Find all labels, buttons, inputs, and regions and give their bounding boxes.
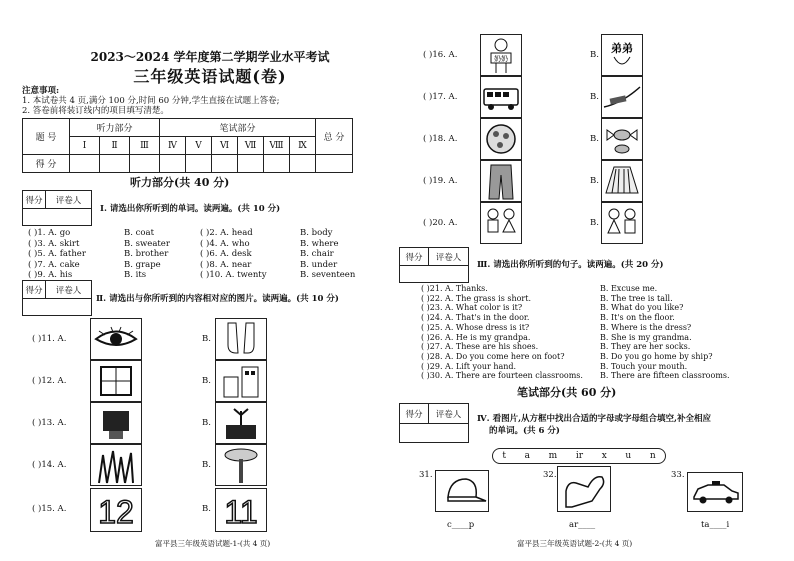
part1-item: ( )2. A. head: [200, 228, 253, 238]
part1-item: B. body: [300, 228, 333, 238]
grade-box-score: 得分: [400, 248, 429, 266]
score-cell[interactable]: [100, 155, 130, 173]
number-12-text: 12: [98, 494, 134, 530]
skirt-picture[interactable]: [601, 160, 643, 202]
question-13: ( )13. A.: [32, 418, 67, 428]
score-cell[interactable]: [316, 155, 353, 173]
eye-picture[interactable]: [90, 318, 142, 360]
note-1: 1. 本试卷共 4 页,满分 100 分,时间 60 分钟,学生直接在试题上答卷;: [22, 96, 280, 106]
fill-number-31: 31.: [419, 470, 433, 480]
fill-word-32[interactable]: ar____: [569, 520, 596, 530]
option-b-label: B.: [202, 504, 211, 514]
part1-item: B. brother: [124, 249, 169, 259]
numeral: Ⅳ: [160, 137, 186, 155]
numeral: Ⅵ: [212, 137, 238, 155]
grandma-text: 奶奶: [494, 55, 508, 63]
grass-picture[interactable]: [90, 444, 142, 486]
part3-item: ( )23. A. What color is it?: [421, 303, 523, 313]
grade-box: [22, 280, 92, 316]
grade-box-grader: 评卷人: [46, 191, 91, 209]
part1-item: ( )3. A. skirt: [28, 238, 80, 249]
fill-word-33[interactable]: ta____i: [701, 520, 730, 530]
numeral: Ⅶ: [238, 137, 264, 155]
part1-item: ( )1. A. go: [28, 228, 71, 238]
part4-instruction-1: Ⅳ. 看图片,从方框中找出合适的字母或字母组合填空,补全相应: [477, 414, 711, 424]
taxi-picture[interactable]: [687, 472, 743, 512]
option-b-label: B.: [202, 460, 211, 470]
letter-option: x: [601, 451, 607, 461]
notes-heading: 注意事项:: [22, 86, 60, 96]
option-b-label: B.: [590, 50, 599, 60]
score-cell[interactable]: [212, 155, 238, 173]
grade-box: [22, 190, 92, 226]
grade-box-score: 得分: [400, 404, 429, 424]
score-cell[interactable]: [130, 155, 160, 173]
score-cell[interactable]: [186, 155, 212, 173]
building-picture[interactable]: [215, 360, 267, 402]
letter-option: u: [625, 451, 632, 461]
part4-instruction-2: 的单词。(共 6 分): [489, 426, 560, 436]
grade-box: [399, 247, 469, 283]
option-b-label: B.: [590, 176, 599, 186]
part3-item: ( )22. A. The grass is short.: [421, 293, 532, 303]
score-cell[interactable]: [160, 155, 186, 173]
brother-text: 弟弟: [611, 42, 633, 55]
listening-header: 听力部分(共 40 分): [130, 176, 230, 189]
question-18: ( )18. A.: [423, 134, 458, 144]
question-12: ( )12. A.: [32, 376, 67, 386]
exam-title: 2023～2024 学年度第二学期学业水平考试: [90, 50, 330, 64]
part1-item: ( )4. A. who: [200, 238, 250, 249]
part3-item: ( )27. A. These are his shoes.: [421, 342, 539, 352]
part3-item: B. The tree is tall.: [600, 293, 673, 303]
part3-item: ( )28. A. Do you come here on foot?: [421, 351, 565, 361]
part3-item: ( )30. A. There are fourteen classrooms.: [421, 371, 583, 381]
feet-picture[interactable]: [215, 318, 267, 360]
family-picture[interactable]: [601, 202, 643, 244]
option-b-label: B.: [202, 418, 211, 428]
pizza-picture[interactable]: [480, 118, 522, 160]
grade-box-score: 得分: [23, 191, 46, 209]
note-2: 2. 答卷前将装订线内的项目填写清楚。: [22, 106, 169, 116]
part3-item: ( )29. A. Lift your hand.: [421, 361, 517, 371]
option-b-label: B.: [202, 334, 211, 344]
letter-option: a: [524, 451, 530, 461]
numeral: Ⅴ: [186, 137, 212, 155]
part3-item: ( )25. A. Whose dress is it?: [421, 322, 530, 332]
score-table-label: 题 号: [23, 119, 70, 155]
part1-item: B. its: [124, 270, 147, 280]
arm-picture[interactable]: [557, 466, 611, 512]
train-picture[interactable]: [601, 76, 643, 118]
fill-number-32: 32.: [543, 470, 557, 480]
question-14: ( )14. A.: [32, 460, 67, 470]
part1-item: B. where: [300, 238, 339, 249]
part3-item: B. Excuse me.: [600, 284, 658, 293]
letter-option: n: [649, 451, 656, 461]
score-cell[interactable]: [290, 155, 316, 173]
written-header: 笔试部分(共 60 分): [517, 386, 617, 399]
numeral: Ⅰ: [70, 137, 100, 155]
part3-item: B. It's on the floor.: [600, 313, 675, 323]
footer-right: 富平县三年级英语试题-2-(共 4 页): [517, 539, 633, 548]
part3-item: ( )26. A. He is my grandpa.: [421, 332, 531, 342]
question-17: ( )17. A.: [423, 92, 458, 102]
part1-item: ( )10. A. twenty: [200, 270, 267, 280]
brother-picture[interactable]: [601, 34, 643, 76]
part1-item: B. under: [300, 259, 338, 270]
grade-box-score: 得分: [23, 281, 46, 299]
grandma-picture[interactable]: [480, 34, 522, 76]
letter-option: t: [502, 451, 506, 461]
tree-picture[interactable]: [215, 444, 267, 486]
part3-item: ( )24. A. That's in the door.: [421, 313, 530, 323]
score-table-written: 笔试部分: [160, 119, 316, 137]
footer-left: 富平县三年级英语试题-1-(共 4 页): [155, 539, 271, 548]
score-table-total: 总 分: [316, 119, 353, 155]
grade-box-grader: 评卷人: [429, 248, 468, 266]
part3-item: B. There are fifteen classrooms.: [600, 371, 730, 381]
part2-instruction: Ⅱ. 请选出与你所听到的内容相对应的图片。读两遍。(共 10 分): [96, 294, 339, 304]
score-cell[interactable]: [238, 155, 264, 173]
numeral: Ⅷ: [264, 137, 290, 155]
part3-instruction: Ⅲ. 请选出你所听到的句子。读两遍。(共 20 分): [477, 260, 664, 270]
part1-item: B. coat: [124, 228, 155, 238]
part1-instruction: Ⅰ. 请选出你所听到的单词。读两遍。(共 10 分): [100, 204, 281, 214]
number-12-picture[interactable]: [90, 488, 142, 532]
option-b-label: B.: [590, 134, 599, 144]
window-picture[interactable]: [90, 360, 142, 402]
option-b-label: B.: [590, 92, 599, 102]
tree-on-box-picture[interactable]: [215, 402, 267, 444]
numeral: Ⅸ: [290, 137, 316, 155]
letter-box: [492, 448, 666, 464]
score-table-listening: 听力部分: [70, 119, 160, 137]
grade-box-grader: 评卷人: [429, 404, 468, 424]
part1-item: ( )7. A. cake: [28, 259, 80, 270]
part1-item: B. grape: [124, 259, 161, 270]
part1-item: ( )9. A. his: [28, 270, 73, 280]
numeral: Ⅲ: [130, 137, 160, 155]
score-cell[interactable]: [70, 155, 100, 173]
page-2: [397, 0, 794, 561]
question-20: ( )20. A.: [423, 218, 458, 228]
question-11: ( )11. A.: [32, 334, 67, 344]
part3-item: B. They are her socks.: [600, 342, 691, 352]
part3-item: B. She is my grandma.: [600, 332, 692, 342]
pants-picture[interactable]: [480, 160, 522, 202]
part1-item: ( )8. A. near: [200, 259, 252, 270]
part1-item: B. sweater: [124, 238, 170, 249]
score-table: [22, 118, 353, 173]
part1-item: ( )5. A. father: [28, 249, 86, 259]
part1-item: ( )6. A. desk: [200, 249, 252, 259]
numeral: Ⅱ: [100, 137, 130, 155]
letter-option: ir: [575, 451, 584, 461]
grade-box: [399, 403, 469, 443]
part3-item: B. What do you like?: [600, 303, 684, 313]
fill-number-33: 33.: [671, 470, 685, 480]
question-19: ( )19. A.: [423, 176, 458, 186]
score-row-label: 得 分: [23, 155, 70, 173]
box-picture[interactable]: [90, 402, 142, 444]
grade-box-grader: 评卷人: [46, 281, 91, 299]
number-11-picture[interactable]: [215, 488, 267, 532]
part1-item: B. seventeen: [300, 270, 356, 280]
children-picture[interactable]: [480, 202, 522, 244]
letter-option: m: [548, 451, 558, 461]
part3-item: ( )21. A. Thanks.: [421, 284, 488, 293]
part3-item: B. Touch your mouth.: [600, 361, 688, 371]
cap-picture[interactable]: [435, 470, 489, 512]
part1-item: B. chair: [300, 249, 334, 259]
part3-item: B. Where is the dress?: [600, 322, 692, 332]
question-16: ( )16. A.: [423, 50, 458, 60]
number-11-text: 11: [224, 494, 258, 530]
question-15: ( )15. A.: [32, 504, 67, 514]
score-cell[interactable]: [264, 155, 290, 173]
part3-item: B. Do you go home by ship?: [600, 351, 713, 361]
exam-subtitle: 三年级英语试题(卷): [133, 67, 287, 86]
option-b-label: B.: [590, 218, 599, 228]
fill-word-31[interactable]: c____p: [447, 520, 475, 530]
option-b-label: B.: [202, 376, 211, 386]
candy-picture[interactable]: [601, 118, 643, 160]
bus-picture[interactable]: [480, 76, 522, 118]
